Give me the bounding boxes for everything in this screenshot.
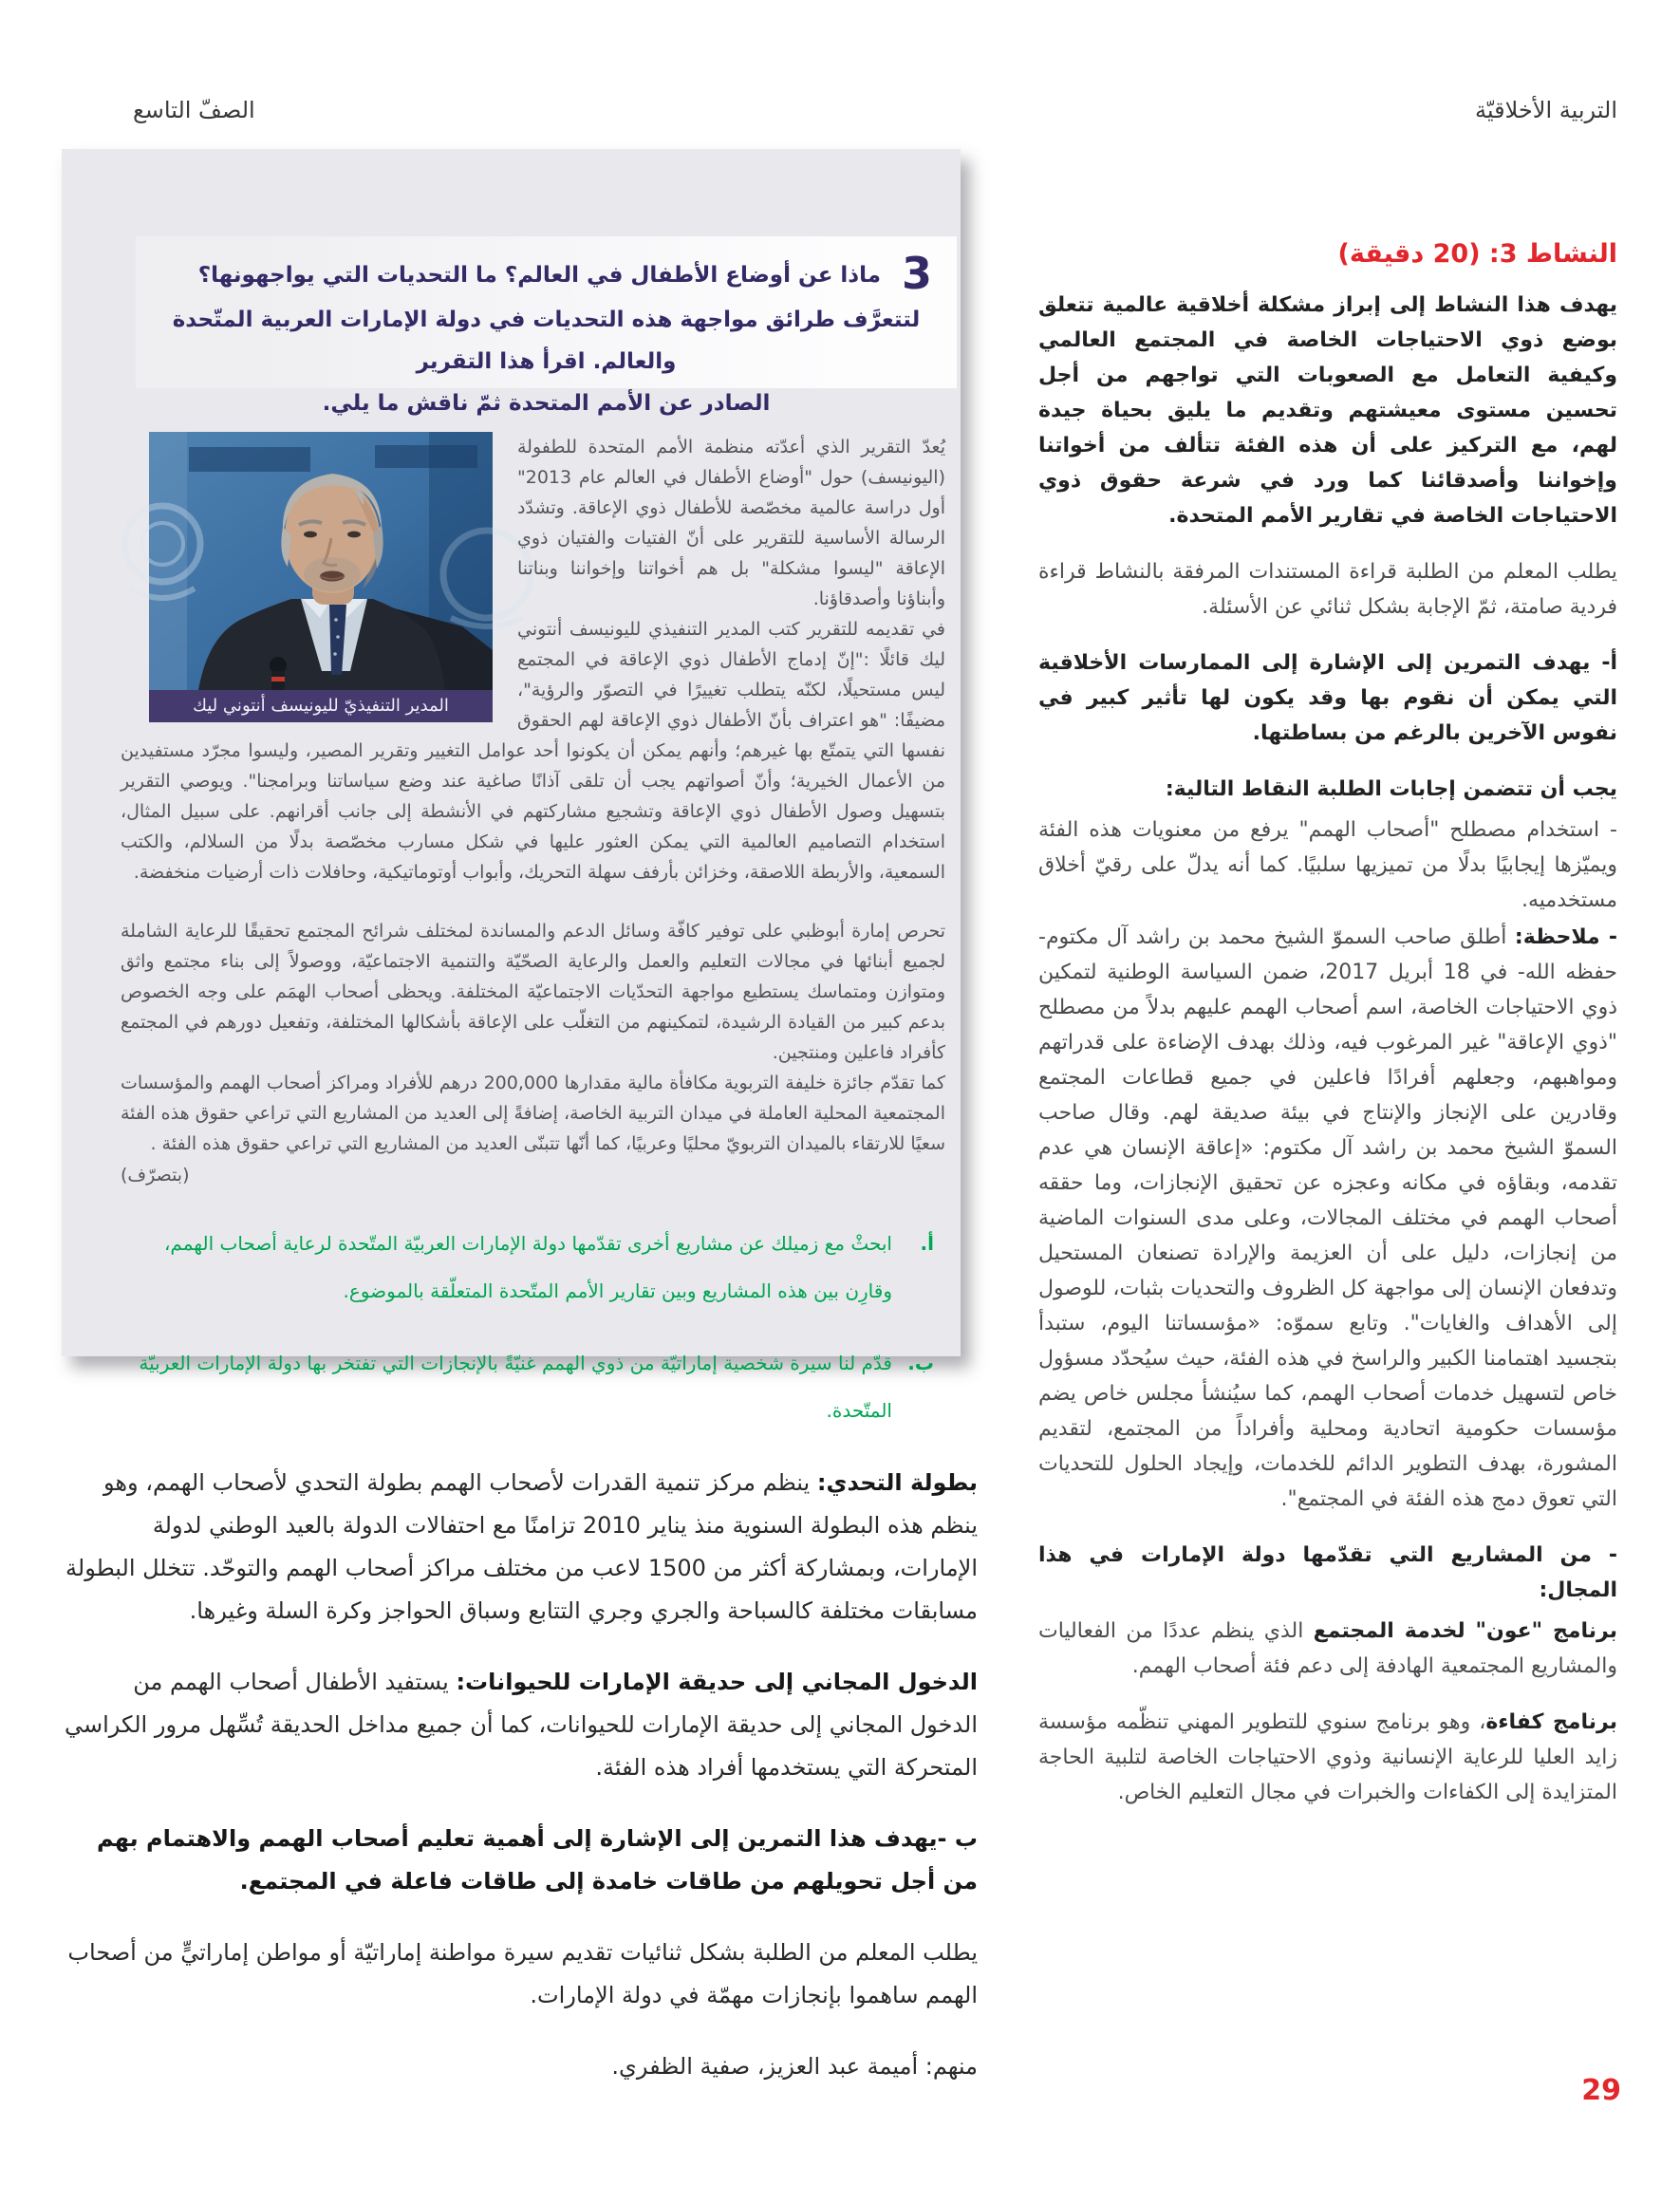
answers-must-include-heading: يجب أن تتضمن إجابات الطلبة النقاط التالية: xyxy=(1165,777,1617,801)
zoo-free-entry-paragraph: الدخول المجاني إلى حديقة الإمارات للحيوانات: يستفيد الأطفال أصحاب الهمم من الدخول المجاني إلى حديقة الإمارات للحيوانات، كما أن جميع مداخل الحديقة تُسِّهل مرور الكراسي المتحركة التي يستخدمها أفراد هذه الفئة. xyxy=(64,1669,978,1781)
report-paragraph-2: في تقديمه للتقرير كتب المدير التنفيذي لليونيسف أنتوني ليك قائلًا :"إنّ إدماج الأطفال ذوي الإعاقة في المجتمع ليس مستحيلًا، لكنّه يتطلب تغييرًا في التصوّر والرؤية"، مضيفًا: "هو اعتراف بأنّ الأطفال ذوي الإعاقة لهم الحقوق نفسها التي يتمتّع بها غيرهم؛ وأنهم يمكن أن يكونوا أحد عوامل التغيير وتقرير المصير، وليسوا مجرّد مستفيدين من الأعمال الخيرية؛ وأنّ أصواتهم يجب أن تلقى آذانًا صاغية عند وضع سياساتنا وبرامجنا". ويوصي التقرير بتسهيل وصول الأطفال ذوي الإعاقة وتشجيع مشاركتهم في الأنشطة إلى جانب أقرانهم. على سبيل المثال، استخدام التصاميم العالمية التي يمكن العثور عليها في شكل مسارب مخصّصة بدلًا من السلالم، والكتب السمعية، والأربطة اللاصقة، وخزائن بأرفف سهلة التحريك، وأبواب أوتوماتيكية، وحافلات ذات أرضيات منخفضة. xyxy=(121,619,945,883)
right-column xyxy=(1038,239,1617,1831)
paragraph-lead: الدخول المجاني إلى حديقة الإمارات للحيوانات: xyxy=(456,1669,978,1695)
prompt-box xyxy=(136,236,957,416)
worksheet-card xyxy=(62,149,961,1422)
exercise-b-goal-paragraph: ب -يهدف هذا التمرين إلى الإشارة إلى أهمية تعليم أصحاب الهمم والاهتمام بهم من أجل تحويلهم من طاقات خامدة إلى طاقات فاعلة في المجتمع. xyxy=(96,1825,978,1895)
task-list xyxy=(121,1220,934,1434)
examples-paragraph: منهم: أميمة عبد العزيز، صفية الظفري. xyxy=(611,2053,978,2080)
report-paragraph-4: كما تقدّم جائزة خليفة التربوية مكافأة مالية مقدارها 200,000 درهم للأفراد ومراكز أصحاب الهمم والمؤسسات المجتمعية المحلية العاملة في ميدان التربية الخاصة، إضافةً إلى العديد من المشاريع التي تراعي حقوق هذه الفئة سعيًا للارتقاء بالميدان التربويّ محليًا وعربيًا، كما أنّها تتبنّى العديد من المشاريع التي تراعي حقوق هذه الفئة . xyxy=(121,1073,945,1154)
task-item-b xyxy=(121,1339,934,1434)
projects-heading: - من المشاريع التي تقدّمها دولة الإمارات في هذا المجال: xyxy=(1038,1543,1617,1602)
prompt-instruction xyxy=(160,299,932,424)
project-kafaa-paragraph: برنامج كفاءة، وهو برنامج سنوي للتطوير المهني تنظّمه مؤسسة زايد العليا للرعاية الإنسانية وذوي الاحتياجات الخاصة لتلبية الحاجة المتزايدة إلى الكفاءات والخبرات في مجال التعليم الخاص. xyxy=(1038,1710,1617,1804)
subject-title: التربية الأخلاقيّة xyxy=(1475,97,1617,123)
task-text-a: ابحثْ مع زميلك عن مشاريع أخرى تقدّمها دولة الإمارات العربيّة المتّحدة لرعاية أصحاب الهمم، وقارِن بين هذه المشاريع وبين تقارير الأمم المتّحدة المتعلّقة بالموضوع. xyxy=(163,1232,892,1302)
challenge-championship-paragraph: بطولة التحدي: ينظم مركز تنمية القدرات لأصحاب الهمم بطولة التحدي لأصحاب الهمم، وهو ينظم هذه البطولة السنوية منذ يناير 2010 تزامنًا مع احتفالات الدولة بالعيد الوطني لدولة الإمارات، وبمشاركة أكثر من 1500 لاعب من مختلف مراكز أصحاب الهمم والتوحّد. تتخلل البطولة مسابقات مختلفة كالسباحة والجري وجري التتابع وسباق الحواجز وكرة السلة وغيرها. xyxy=(65,1469,978,1624)
attribution-note: (بتصرّف) xyxy=(121,1165,190,1186)
grade-title: الصفّ التاسع xyxy=(133,97,255,123)
teacher-request-paragraph: يطلب المعلم من الطلبة بشكل ثنائيات تقديم سيرة مواطنة إماراتيّة أو مواطن إماراتيٍّ من أصحاب الهمم ساهموا بإنجازات مهمّة في دولة الإمارات. xyxy=(67,1939,978,2008)
prompt-number: 3 xyxy=(901,248,932,299)
prompt-question: ماذا عن أوضاع الأطفال في العالم؟ ما التحديات التي يواجهونها؟ xyxy=(197,263,881,288)
paragraph-lead: بطولة التحدي: xyxy=(816,1469,978,1496)
page-number: 29 xyxy=(1581,2074,1621,2107)
report-paragraph-1: يُعدّ التقرير الذي أعدّته منظمة الأمم المتحدة للطفولة (اليونيسف) حول "أوضاع الأطفال في العالم عام 2013" أول دراسة عالمية مخصّصة للأطفال ذوي الإعاقة. وتشدّد الرسالة الأساسية للتقرير على أنّ الفتيات والفتيان ذوي الإعاقة "ليسوا مشكلة" بل هم أخواتنا وإخواننا وبناتنا وأبناؤنا وأصدقاؤنا. xyxy=(517,437,945,609)
unicef-photo xyxy=(149,432,493,722)
task-label-a: أ. xyxy=(920,1232,934,1255)
project-aoun-lead: برنامج "عون" لخدمة المجتمع xyxy=(1313,1619,1617,1643)
prompt-instruction-line-1: لتتعرَّف طرائق مواجهة هذه التحديات في دولة الإمارات العربية المتّحدة والعالم. اقرأ هذا التقرير xyxy=(172,308,921,374)
page-header xyxy=(133,97,1617,123)
activity-intro-paragraph: يهدف هذا النشاط إلى إبراز مشكلة أخلاقية عالمية تتعلق بوضع ذوي الاحتياجات الخاصة في المجتمع العالمي وكيفية التعامل مع الصعوبات التي تواجهم من أجل تحسين مستوى معيشتهم وتقديم ما يليق بحياة جيدة لهم، مع التركيز على أن هذه الفئة تتألف من أخواتنا وإخواننا وأصدقائنا كما ورد في شرعة حقوق ذوي الاحتياجات الخاصة في تقارير الأمم المتحدة. xyxy=(1038,293,1617,528)
report-paragraph-3: تحرص إمارة أبوظبي على توفير كافّة وسائل الدعم والمساندة لمختلف شرائح المجتمع تحقيقًا للرعاية الشاملة لجميع أبنائها في مجالات التعليم والعمل والرعاية الصحّيّة والتنمية الاجتماعيّة، ووصولاً إلى بناء مجتمع واثق ومتوازن ومتماسك يستطيع مواجهة التحدّيات الاجتماعيّة المختلفة. ويحظى أصحاب الهمَم على وجه الخصوص بدعم كبير من القيادة الرشيدة، لتمكينهم من التغلّب على الإعاقة بأشكالها المختلفة، وتفعيل دورهم في المجتمع كأفراد فاعلين ومنتجين. xyxy=(121,921,945,1063)
teacher-note-paragraph: يطلب المعلم من الطلبة قراءة المستندات المرفقة بالنشاط قراءة فردية صامتة، ثمّ الإجابة بشكل ثنائي عن الأسئلة. xyxy=(1038,560,1617,619)
prompt-instruction-line-2: الصادر عن الأمم المتحدة ثمّ ناقش ما يلي. xyxy=(322,391,771,416)
task-label-b: ب. xyxy=(907,1352,934,1374)
worksheet-body xyxy=(75,432,945,1434)
prompt-row xyxy=(160,248,932,299)
project-kafaa-lead: برنامج كفاءة xyxy=(1485,1710,1617,1734)
note-lead: - ملاحظة: xyxy=(1514,925,1617,949)
point-a-paragraph: أ- يهدف التمرين إلى الإشارة إلى الممارسات الأخلاقية التي يمكن أن نقوم بها وقد يكون لها تأثير كبير في نفوس الآخرين بالرغم من بساطتها. xyxy=(1038,651,1617,745)
bullet-terminology-paragraph: - استخدام مصطلح "أصحاب الهمم" يرفع من معنويات هذه الفئة ويميّزها إيجابيًا بدلًا من تميزيها سلبيًا. كما أنه يدلّ على رقيّ أخلاق مستخدميه. xyxy=(1038,818,1617,912)
task-text-b: قدّم لنا سيرة شخصية إماراتيّة من ذوي الهمم غنيّةً بالإنجازات التي تفتخر بها دولة الإمارات العربيّة المتّحدة. xyxy=(139,1352,892,1422)
left-column xyxy=(62,1462,978,2117)
activity-title: النشاط 3: (20 دقيقة) xyxy=(1337,239,1617,269)
press-conference-photo-illustration xyxy=(149,432,493,690)
photo-caption: المدير التنفيذيّ لليونيسف أنتوني ليك xyxy=(149,690,493,722)
project-aoun-paragraph: برنامج "عون" لخدمة المجتمع الذي ينظم عددًا من الفعاليات والمشاريع المجتمعية الهادفة إلى دعم فئة أصحاب الهمم. xyxy=(1038,1619,1617,1678)
note-paragraph: - ملاحظة: أطلق صاحب السموّ الشيخ محمد بن راشد آل مكتوم- حفظه الله- في 18 أبريل 2017، ضمن السياسة الوطنية لتمكين ذوي الاحتياجات الخاصة، اسم أصحاب الهمم عليهم بدلاً من مصطلح "ذوي الإعاقة" غير المرغوب فيه، وذلك بهدف الإضاءة على قدراتهم ومواهبهم، وجعلهم أفرادًا فاعلين في جميع قطاعات المجتمع وقادرين على الإنجاز والإنتاج في بيئة صديقة لهم. وقال صاحب السموّ الشيخ محمد بن راشد آل مكتوم: «إعاقة الإنسان هي عدم تقدمه، وبقاؤه في مكانه وعجزه عن تحقيق الإنجازات، وما حققه أصحاب الهمم في مختلف المجالات، وعلى مدى السنوات الماضية من إنجازات، دليل على أن العزيمة والإرادة تصنعان المستحيل وتدفعان الإنسان إلى مواجهة كل الظروف والتحديات بثبات، للوصول إلى الأهداف والغايات". وتابع سموّه: «مؤسساتنا اليوم، ستبدأ بتجسيد اهتمامنا الكبير والراسخ في هذه الفئة، حيث سيُحدّد مسؤول خاص لتسهيل خدمات أصحاب الهمم، كما سيُنشأ مجلس خاص يضم مؤسسات حكومية اتحادية ومحلية وأفراداً من المجتمع، لتقديم المشورة، بهدف التطوير الدائم للخدمات، وإيجاد الحلول للتحديات التي تعوق دمج هذه الفئة في المجتمع". xyxy=(1038,925,1617,1511)
task-item-a xyxy=(121,1220,934,1315)
